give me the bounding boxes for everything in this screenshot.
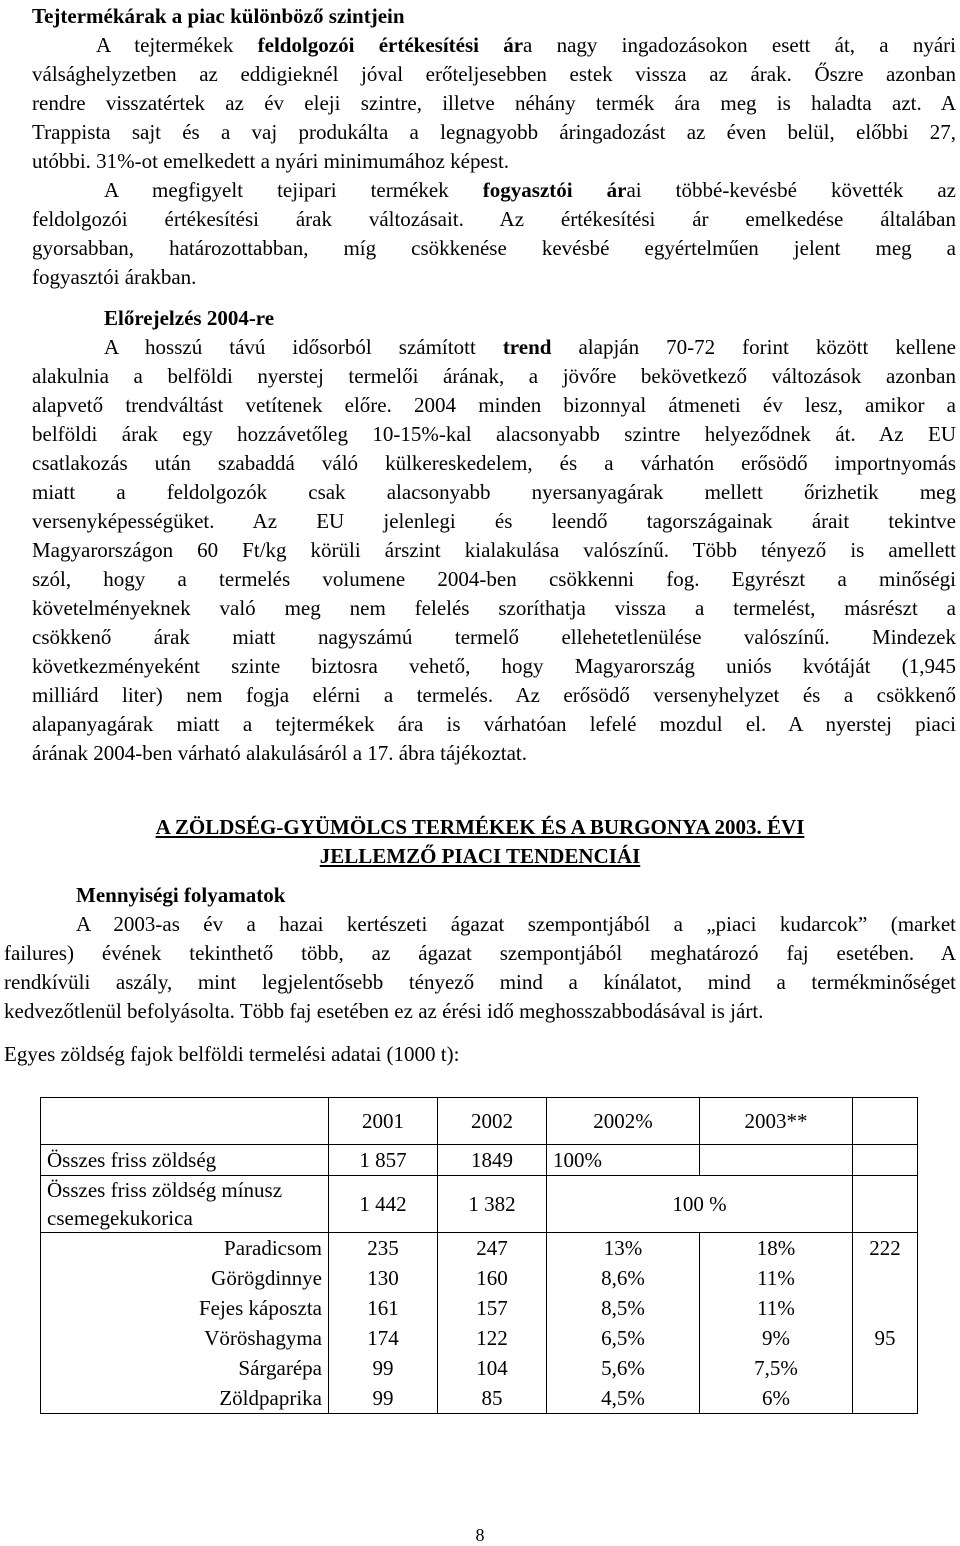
header-cell	[853, 1098, 918, 1145]
section-heading-forecast: Előrejelzés 2004-re	[104, 306, 275, 330]
cell: 157	[438, 1293, 547, 1323]
cell: 1849	[438, 1145, 547, 1176]
cell: 130	[329, 1263, 438, 1293]
paragraph-line: utóbbi. 31%-ot emelkedett a nyári minimumához képest.	[32, 149, 510, 173]
paragraph-line: Trappista sajt és a vaj produkálta a legnagyobb áringadozást az éven belül, előbbi 27,	[32, 120, 956, 144]
cell: 11%	[700, 1293, 853, 1323]
paragraph-line: Magyarországon 60 Ft/kg körüli árszint kialakulása valószínű. Több tényező is amellett	[32, 538, 956, 562]
cell: 5,6%	[547, 1353, 700, 1383]
row-label: Összes friss zöldség mínusz csemegekukorica	[41, 1176, 329, 1233]
chapter-title-line-1: A ZÖLDSÉG-GYÜMÖLCS TERMÉKEK ÉS A BURGONYA 2003. ÉVI	[155, 815, 805, 839]
cell: 4,5%	[547, 1383, 700, 1414]
table-row	[41, 1383, 918, 1414]
row-label: Vöröshagyma	[41, 1323, 329, 1353]
paragraph-line: A tejtermékek feldolgozói értékesítési ára nagy ingadozásokon esett át, a nyári	[96, 33, 957, 57]
paragraph-line: fogyasztói árakban.	[32, 265, 197, 289]
table-row	[41, 1233, 918, 1264]
paragraph-line: következményeként szinte biztosra vehető, hogy Magyarország uniós kvótáját (1,945	[32, 654, 956, 678]
paragraph-line: miatt a feldolgozók csak alacsonyabb nyersanyagárak mellett őrizhetik meg	[32, 480, 956, 504]
paragraph-line: csökkenő árak miatt nagyszámú termelő ellehetetlenülése valószínű. Mindezek	[32, 625, 956, 649]
section-heading-dairy-prices: Tejtermékárak a piac különböző szintjein	[32, 4, 405, 28]
paragraph-line: alapvető trendváltást vetítenek előre. 2004 minden bizonnyal átmeneti év lesz, amikor a	[32, 393, 956, 417]
cell: 99	[329, 1353, 438, 1383]
header-cell: 2003**	[700, 1098, 853, 1145]
paragraph-line: milliárd liter) nem fogja elérni a termelés. Az erősödő versenyhelyzet és a csökkenő	[32, 683, 956, 707]
paragraph-line: szól, hogy a termelés volumene 2004-ben csökkenni fog. Egyrészt a minőségi	[32, 567, 956, 591]
section-heading-quantities: Mennyiségi folyamatok	[76, 883, 286, 907]
cell: 174	[329, 1323, 438, 1353]
cell: 99	[329, 1383, 438, 1414]
paragraph-line: árának 2004-ben várható alakulásáról a 17. ábra tájékoztat.	[32, 741, 528, 765]
cell	[853, 1383, 918, 1414]
cell: 104	[438, 1353, 547, 1383]
table-row	[41, 1176, 918, 1233]
cell: 222	[853, 1233, 918, 1264]
cell: 13%	[547, 1233, 700, 1264]
paragraph-line: alapanyagárak miatt a tejtermékek ára is várhatóan lefelé mozdul el. A nyerstej piaci	[32, 712, 956, 736]
page-number: 8	[475, 1525, 485, 1545]
cell: 1 857	[329, 1145, 438, 1176]
paragraph-line: kedvezőtlenül befolyásolta. Több faj esetében ez az érési idő meghosszabbodásával is járt.	[4, 999, 764, 1023]
table-caption: Egyes zöldség fajok belföldi termelési adatai (1000 t):	[4, 1042, 460, 1066]
header-cell: 2001	[329, 1098, 438, 1145]
table-row	[41, 1293, 918, 1323]
table-row	[41, 1353, 918, 1383]
cell	[853, 1176, 918, 1233]
row-label: Sárgarépa	[41, 1353, 329, 1383]
paragraph-line: gyorsabban, határozottabban, míg csökkenése kevésbé egyértelműen jelent meg a	[32, 236, 956, 260]
row-label: Paradicsom	[41, 1233, 329, 1264]
row-label: Görögdinnye	[41, 1263, 329, 1293]
cell: 1 442	[329, 1176, 438, 1233]
cell	[853, 1263, 918, 1293]
cell: 160	[438, 1263, 547, 1293]
header-cell: 2002	[438, 1098, 547, 1145]
cell: 85	[438, 1383, 547, 1414]
paragraph-line: A megfigyelt tejipari termékek fogyasztói árai többé-kevésbé követték az	[104, 178, 957, 202]
row-label: Összes friss zöldség	[41, 1145, 329, 1176]
cell: 6,5%	[547, 1323, 700, 1353]
row-label: Zöldpaprika	[41, 1383, 329, 1414]
paragraph-line: alakulnia a belföldi nyerstej termelői árának, a jövőre bekövetkező változások azonban	[32, 364, 956, 388]
table-row	[41, 1145, 918, 1176]
chapter-title-line-2: JELLEMZŐ PIACI TENDENCIÁI	[319, 844, 641, 868]
table-header-row	[41, 1098, 918, 1145]
header-cell	[41, 1098, 329, 1145]
paragraph-line: A hosszú távú idősorból számított trend alapján 70-72 forint között kellene	[104, 335, 956, 359]
cell: 6%	[700, 1383, 853, 1414]
cell: 8,5%	[547, 1293, 700, 1323]
vegetable-production-table	[40, 1097, 918, 1414]
cell	[853, 1353, 918, 1383]
cell: 122	[438, 1323, 547, 1353]
cell: 11%	[700, 1263, 853, 1293]
cell: 1 382	[438, 1176, 547, 1233]
table-row	[41, 1323, 918, 1353]
paragraph-line: failures) évének tekinthető több, az ágazat szempontjából meghatározó faj esetében. A	[4, 941, 956, 965]
paragraph-line: követelményeknek való meg nem felelés szoríthatja vissza a termelést, másrészt a	[32, 596, 956, 620]
cell: 9%	[700, 1323, 853, 1353]
cell: 8,6%	[547, 1263, 700, 1293]
cell: 161	[329, 1293, 438, 1323]
cell: 100 %	[547, 1176, 853, 1233]
cell	[853, 1293, 918, 1323]
cell: 95	[853, 1323, 918, 1353]
row-label: Fejes káposzta	[41, 1293, 329, 1323]
cell: 18%	[700, 1233, 853, 1264]
cell: 247	[438, 1233, 547, 1264]
paragraph-line: versenyképességüket. Az EU jelenlegi és leendő tagországainak árait tekintve	[32, 509, 956, 533]
table-row	[41, 1263, 918, 1293]
paragraph-line: csatlakozás után szabaddá váló külkereskedelem, és a várhatón erősödő importnyomás	[32, 451, 956, 475]
paragraph-line: válsághelyzetben az eddigieknél jóval erőteljesebben estek vissza az árak. Őszre azonban	[32, 62, 956, 86]
cell: 235	[329, 1233, 438, 1264]
cell	[853, 1145, 918, 1176]
paragraph-line: A 2003-as év a hazai kertészeti ágazat szempontjából a „piaci kudarcok” (market	[76, 912, 956, 936]
cell: 100%	[547, 1145, 700, 1176]
cell: 7,5%	[700, 1353, 853, 1383]
paragraph-line: rendre visszatértek az év eleji szintre, illetve néhány termék ára meg is haladta azt. A	[32, 91, 956, 115]
cell	[700, 1145, 853, 1176]
header-cell: 2002%	[547, 1098, 700, 1145]
paragraph-line: rendkívüli aszály, mint legjelentősebb tényező mind a kínálatot, mind a termékminőséget	[4, 970, 956, 994]
paragraph-line: feldolgozói értékesítési árak változásait. Az értékesítési ár emelkedése általában	[32, 207, 956, 231]
paragraph-line: belföldi árak egy hozzávetőleg 10-15%-kal alacsonyabb szintre helyeződnek át. Az EU	[32, 422, 956, 446]
